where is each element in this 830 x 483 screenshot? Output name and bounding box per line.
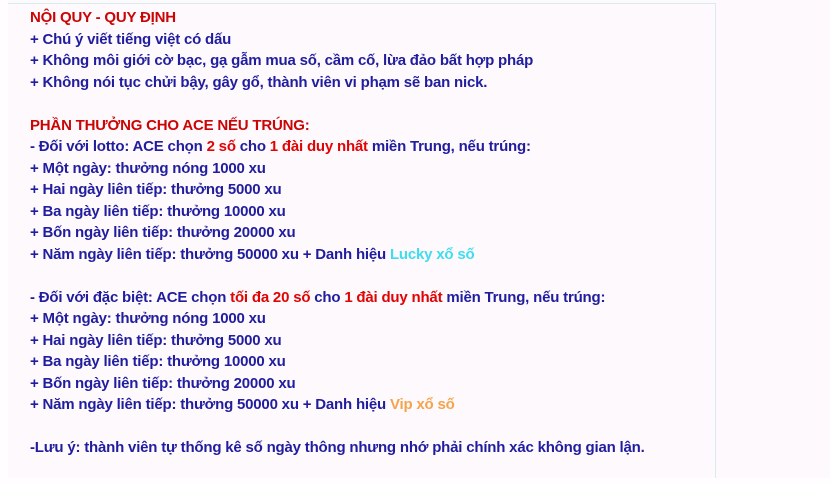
text-segment: + Một ngày: thưởng nóng 1000 xu: [30, 310, 266, 327]
text-segment: 1 đài duy nhất: [344, 288, 443, 306]
post-line: [30, 201, 702, 223]
text-segment: + Không nói tục chửi bậy, gây gổ, thành viên vi phạm sẽ ban nick.: [30, 73, 488, 91]
section-heading: [30, 7, 702, 29]
text-segment: miền Trung, nếu trúng:: [442, 288, 606, 306]
post-line: [30, 29, 702, 51]
text-segment: NỘI QUY - QUY ĐỊNH: [30, 9, 176, 26]
text-segment: + Bốn ngày liên tiếp: thưởng 20000 xu: [30, 224, 296, 241]
text-segment: + Ba ngày liên tiếp: thưởng 10000 xu: [30, 202, 286, 220]
text-segment: + Hai ngày liên tiếp: thưởng 5000 xu: [30, 331, 282, 349]
text-segment: Vip xổ số: [389, 396, 455, 413]
post-line: [30, 158, 702, 180]
text-segment: + Hai ngày liên tiếp: thưởng 5000 xu: [30, 181, 282, 198]
text-segment: + Ba ngày liên tiếp: thưởng 10000 xu: [30, 353, 286, 370]
post-line: [30, 351, 702, 373]
left-gutter: [0, 0, 8, 483]
text-segment: -Lưu ý: thành viên tự thống kê số ngày thông nhưng nhớ phải chính xác không gian lận.: [30, 439, 645, 456]
post-line: [30, 179, 702, 201]
post-line: [30, 222, 702, 244]
section-heading: [30, 115, 702, 137]
post-line: [30, 50, 702, 72]
text-segment: + Năm ngày liên tiếp: thưởng 50000 xu + Danh hiệu: [30, 245, 390, 263]
blank-line: [30, 416, 702, 438]
text-segment: + Chú ý viết tiếng việt có dấu: [30, 30, 232, 48]
blank-line: [30, 265, 702, 287]
post-line: [30, 72, 702, 94]
bottom-strip: [0, 478, 830, 483]
text-segment: tối đa 20 số: [230, 288, 311, 306]
text-segment: - Đối với lotto: ACE chọn: [30, 138, 207, 155]
text-segment: + Bốn ngày liên tiếp: thưởng 20000 xu: [30, 374, 296, 392]
text-segment: PHẦN THƯỞNG CHO ACE NẾU TRÚNG:: [30, 116, 310, 134]
post-line: [30, 244, 702, 266]
text-segment: + Một ngày: thưởng nóng 1000 xu: [30, 159, 266, 177]
post-line: [30, 330, 702, 352]
text-segment: miền Trung, nếu trúng:: [367, 138, 531, 155]
post-body: [30, 7, 702, 459]
text-segment: 1 đài duy nhất: [269, 138, 368, 155]
post-line: [30, 136, 702, 158]
post-line: [30, 308, 702, 330]
blank-line: [30, 93, 702, 115]
post-line: [30, 394, 702, 416]
text-segment: - Đối với đặc biệt: ACE chọn: [30, 288, 231, 306]
text-segment: + Năm ngày liên tiếp: thưởng 50000 xu + Danh hiệu: [30, 396, 390, 413]
text-segment: + Không môi giới cờ bạc, gạ gẫm mua số, cầm cố, lừa đảo bất hợp pháp: [30, 52, 534, 69]
text-segment: 2 số: [206, 138, 236, 155]
text-segment: cho: [310, 288, 345, 306]
post-line: [30, 373, 702, 395]
post-line: [30, 287, 702, 309]
text-segment: Lucky xổ số: [389, 245, 475, 263]
post-line: [30, 437, 702, 459]
text-segment: cho: [235, 138, 270, 155]
